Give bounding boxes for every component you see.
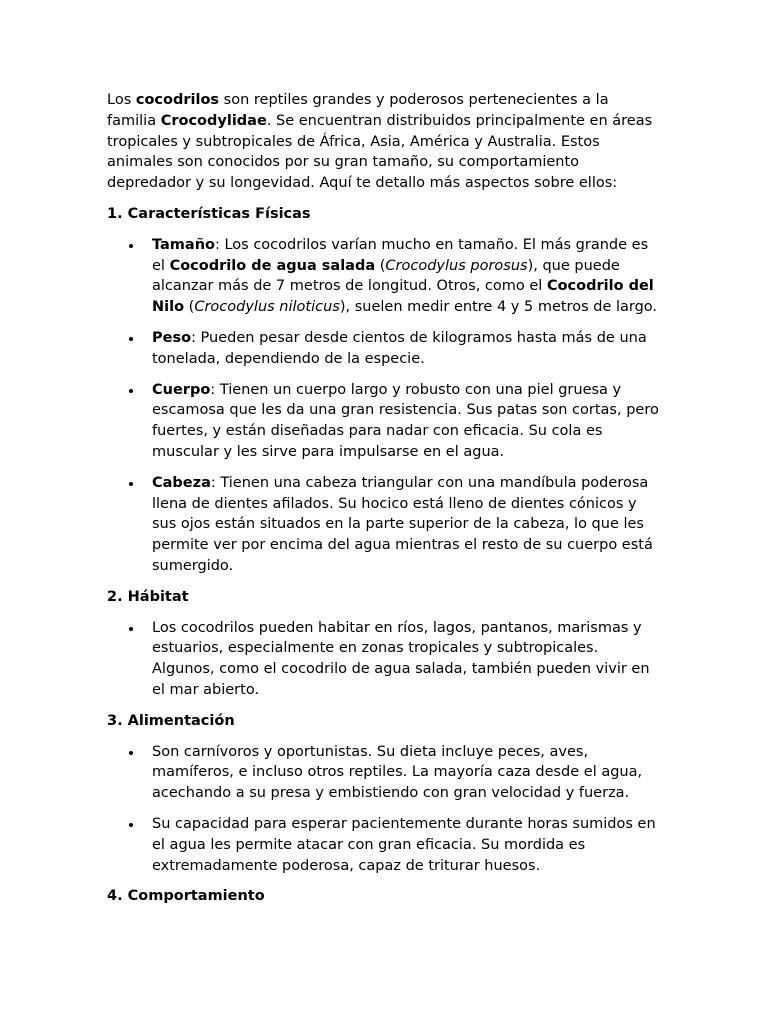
list-item-cuerpo: Cuerpo: Tienen un cuerpo largo y robusto con una piel gruesa y escamosa que les da una gran resistencia. Sus patas son cortas, pero fuertes, y están diseñadas para nadar con eficacia. Su cola es muscular y les sirve para impulsarse en el agua. <box>107 380 662 463</box>
list-alimentacion <box>107 742 662 877</box>
list-item: Son carnívoros y oportunistas. Su dieta incluye peces, aves, mamíferos, e incluso otros reptiles. La mayoría caza desde el agua, acechando a su presa y embistiendo con gran velocidad y fuerza. <box>107 742 662 804</box>
list-item-cabeza: Cabeza: Tienen una cabeza triangular con una mandíbula poderosa llena de dientes afilados. Su hocico está lleno de dientes cónicos y sus ojos están situados en la parte superior de la cabeza, lo que les permite ver por encima del agua mientras el resto de su cuerpo está sumergido. <box>107 473 662 577</box>
list-item-peso: Peso: Pueden pesar desde cientos de kilogramos hasta más de una tonelada, dependiendo de la especie. <box>107 328 662 370</box>
list-habitat <box>107 618 662 701</box>
document-body <box>107 90 662 917</box>
list-item-tamano: Tamaño: Los cocodrilos varían mucho en tamaño. El más grande es el Cocodrilo de agua salada (Crocodylus porosus), que puede alcanzar más de 7 metros de longitud. Otros, como el Cocodrilo del Nilo (Crocodylus niloticus), suelen medir entre 4 y 5 metros de largo. <box>107 235 662 318</box>
list-item: Su capacidad para esperar pacientemente durante horas sumidos en el agua les permite atacar con gran eficacia. Su mordida es extremadamente poderosa, capaz de triturar huesos. <box>107 814 662 876</box>
heading-comportamiento: 4. Comportamiento <box>107 888 265 905</box>
list-item: Los cocodrilos pueden habitar en ríos, lagos, pantanos, marismas y estuarios, especialmente en zonas tropicales y subtropicales. Algunos, como el cocodrilo de agua salada, también pueden vivir en el mar abierto. <box>107 618 662 701</box>
heading-caracteristicas: 1. Características Físicas <box>107 205 311 222</box>
list-caracteristicas <box>107 235 662 577</box>
intro-paragraph: Los cocodrilos son reptiles grandes y poderosos pertenecientes a la familia Crocodylidae. Se encuentran distribuidos principalmente en áreas tropicales y subtropicales de África, Asia, América y Australia. Estos animales son conocidos por su gran tamaño, su comportamiento depredador y su longevidad. Aquí te detallo más aspectos sobre ellos: <box>107 92 653 192</box>
heading-alimentacion: 3. Alimentación <box>107 712 235 729</box>
heading-habitat: 2. Hábitat <box>107 588 189 605</box>
term-cocodrilos: cocodrilos <box>135 92 220 108</box>
term-crocodylidae: Crocodylidae <box>160 112 267 129</box>
